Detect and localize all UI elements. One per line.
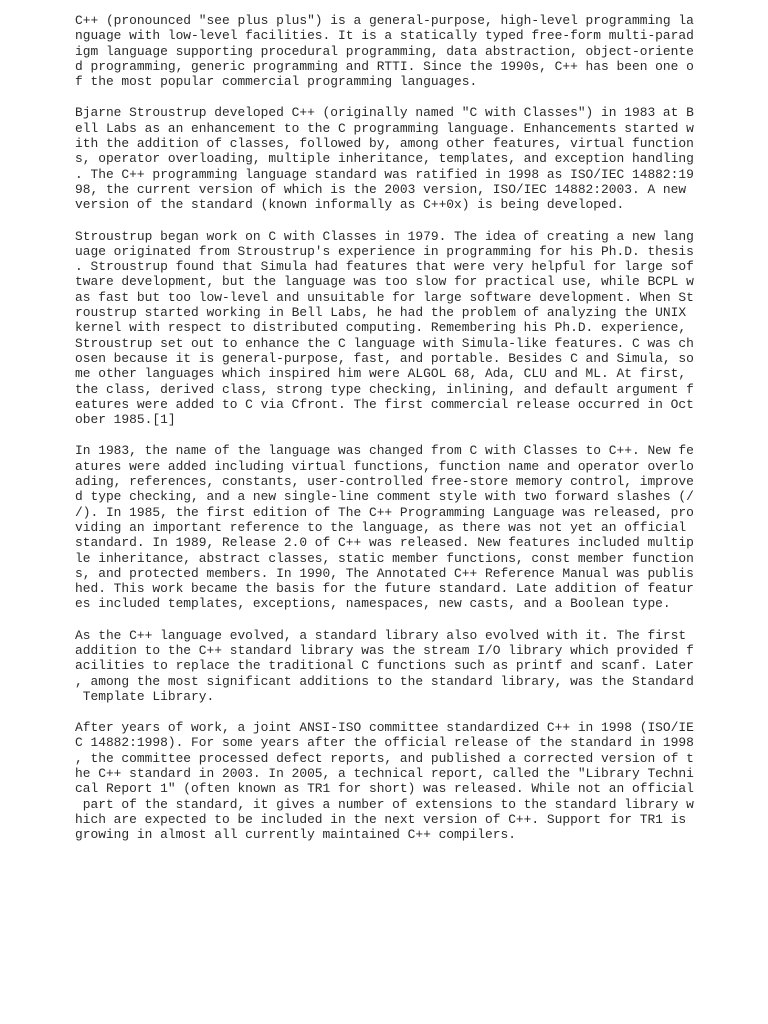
text-line: es included templates, exceptions, namespaces, new casts, and a Boolean type. <box>75 596 671 612</box>
text-line: standard. In 1989, Release 2.0 of C++ was released. New features included multip <box>75 535 694 551</box>
text-line: eatures were added to C via Cfront. The first commercial release occurred in Oct <box>75 396 694 412</box>
text-line: hed. This work became the basis for the future standard. Late addition of featur <box>75 581 694 597</box>
text-line: /). In 1985, the first edition of The C++ Programming Language was released, pro <box>75 504 694 520</box>
text-line: kernel with respect to distributed computing. Remembering his Ph.D. experience, <box>75 320 687 336</box>
text-line: ell Labs as an enhancement to the C programming language. Enhancements started w <box>75 120 694 136</box>
text-line: addition to the C++ standard library was the stream I/O library which provided f <box>75 642 694 658</box>
document-body <box>75 13 695 859</box>
text-line: version of the standard (known informally as C++0x) is being developed. <box>75 197 625 213</box>
text-line: 98, the current version of which is the 2003 version, ISO/IEC 14882:2003. A new <box>75 181 687 197</box>
text-line: Template Library. <box>75 688 215 704</box>
text-line: In 1983, the name of the language was changed from C with Classes to C++. New fe <box>75 443 694 459</box>
text-line: . Stroustrup found that Simula had features that were very helpful for large sof <box>75 259 694 275</box>
paragraph-history <box>75 229 695 428</box>
text-line: , the committee processed defect reports, and published a corrected version of t <box>75 750 694 766</box>
paragraph-stdlib <box>75 628 695 704</box>
text-line: osen because it is general-purpose, fast, and portable. Besides C and Simula, so <box>75 350 694 366</box>
text-line: growing in almost all currently maintained C++ compilers. <box>75 827 516 843</box>
text-line: ith the addition of classes, followed by, among other features, virtual function <box>75 136 694 152</box>
text-line: as fast but too low-level and unsuitable for large software development. When St <box>75 289 694 305</box>
text-line: Stroustrup set out to enhance the C language with Simula-like features. C was ch <box>75 335 694 351</box>
text-line: viding an important reference to the language, as there was not yet an official <box>75 519 687 535</box>
text-line: s, and protected members. In 1990, The Annotated C++ Reference Manual was publis <box>75 565 694 581</box>
text-line: cal Report 1" (often known as TR1 for short) was released. While not an official <box>75 781 694 797</box>
text-line: atures were added including virtual functions, function name and operator overlo <box>75 458 694 474</box>
text-line: s, operator overloading, multiple inheritance, templates, and exception handling <box>75 151 694 167</box>
text-line: Bjarne Stroustrup developed C++ (originally named "C with Classes") in 1983 at B <box>75 105 694 121</box>
text-line: uage originated from Stroustrup's experience in programming for his Ph.D. thesis <box>75 243 694 259</box>
paragraph-standardization <box>75 720 695 842</box>
paragraph-intro <box>75 13 695 89</box>
text-line: part of the standard, it gives a number of extensions to the standard library w <box>75 796 694 812</box>
text-line: tware development, but the language was too slow for practical use, while BCPL w <box>75 274 694 290</box>
text-line: d programming, generic programming and RTTI. Since the 1990s, C++ has been one o <box>75 58 694 74</box>
text-line: , among the most significant additions to the standard library, was the Standard <box>75 673 694 689</box>
text-line: the class, derived class, strong type checking, inlining, and default argument f <box>75 381 694 397</box>
text-line: roustrup started working in Bell Labs, he had the problem of analyzing the UNIX <box>75 305 687 321</box>
text-line: C++ (pronounced "see plus plus") is a general-purpose, high-level programming la <box>75 13 694 28</box>
text-line: hich are expected to be included in the next version of C++. Support for TR1 is <box>75 811 687 827</box>
text-line: d type checking, and a new single-line comment style with two forward slashes (/ <box>75 489 694 505</box>
text-line: ading, references, constants, user-controlled free-store memory control, improve <box>75 474 694 490</box>
text-line: me other languages which inspired him were ALGOL 68, Ada, CLU and ML. At first, <box>75 366 687 382</box>
text-line: igm language supporting procedural programming, data abstraction, object-oriente <box>75 43 694 59</box>
text-line: Stroustrup began work on C with Classes in 1979. The idea of creating a new lang <box>75 228 694 244</box>
text-line: C 14882:1998). For some years after the official release of the standard in 1998 <box>75 735 694 751</box>
text-line: le inheritance, abstract classes, static member functions, const member function <box>75 550 694 566</box>
text-line: f the most popular commercial programming languages. <box>75 74 478 90</box>
text-line: he C++ standard in 2003. In 2005, a technical report, called the "Library Techni <box>75 766 694 782</box>
paragraph-rename <box>75 443 695 611</box>
text-line: acilities to replace the traditional C functions such as printf and scanf. Later <box>75 658 694 674</box>
text-line: . The C++ programming language standard was ratified in 1998 as ISO/IEC 14882:19 <box>75 166 694 182</box>
text-line: After years of work, a joint ANSI-ISO committee standardized C++ in 1998 (ISO/IE <box>75 720 694 736</box>
paragraph-origin <box>75 105 695 212</box>
text-line: ober 1985.[1] <box>75 412 176 428</box>
text-line: As the C++ language evolved, a standard library also evolved with it. The first <box>75 627 687 643</box>
text-line: nguage with low-level facilities. It is a statically typed free-form multi-parad <box>75 28 694 44</box>
